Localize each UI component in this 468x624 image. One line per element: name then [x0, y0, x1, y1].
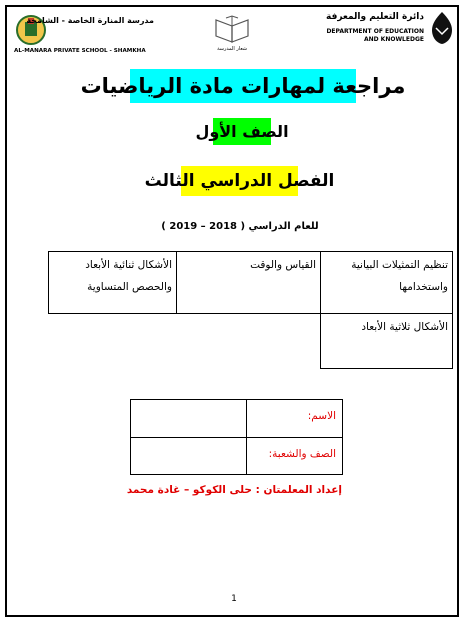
dept-name-ar: دائرة التعليم والمعرفة — [325, 12, 424, 22]
dept-name-en-line1: DEPARTMENT OF EDUCATION — [326, 28, 424, 35]
name-label: الاسم: — [307, 410, 336, 422]
academic-year: للعام الدراسي ( 2018 – 2019 ) — [161, 221, 319, 232]
open-book-icon — [212, 14, 252, 46]
department-logo — [318, 10, 458, 50]
topic-cell-3d-shapes: الأشكال ثلاثية الأبعاد — [320, 313, 453, 369]
class-label-cell — [246, 437, 343, 475]
review-title: مراجعة لمهارات مادة الرياضيات — [130, 69, 356, 103]
dept-name-en-line2: AND KNOWLEDGE — [363, 36, 424, 43]
page-number: 1 — [231, 594, 237, 604]
term-title: الفصل الدراسي الثالث — [181, 166, 298, 196]
class-label: الصف والشعبة: — [268, 448, 336, 460]
name-field[interactable] — [130, 399, 247, 438]
falcon-emblem-icon — [426, 10, 458, 46]
center-logo — [212, 14, 252, 54]
name-label-cell — [246, 399, 343, 438]
topic-cell-measurement-time: القياس والوقت — [176, 251, 321, 314]
school-name-ar: مدرسة المنارة الخاصة - الشامخة — [26, 16, 154, 25]
topic-cell-data-representation: تنظيم التمثيلات البيانية واستخدامها — [320, 251, 453, 314]
school-name-en: AL-MANARA PRIVATE SCHOOL - SHAMKHA — [14, 48, 146, 54]
student-info-table — [130, 399, 343, 475]
topics-table — [48, 251, 453, 369]
class-field[interactable] — [130, 437, 247, 475]
grade-title: الصف الأول — [213, 118, 271, 145]
topic-cell-2d-shapes: الأشكال ثنائية الأبعاد والحصص المتساوية — [48, 251, 177, 314]
prepared-by: إعداد المعلمتان : حلى الكوكو – غادة محمد — [126, 484, 342, 496]
center-logo-caption: شعار المدرسة — [217, 46, 247, 52]
school-logo — [14, 14, 154, 54]
